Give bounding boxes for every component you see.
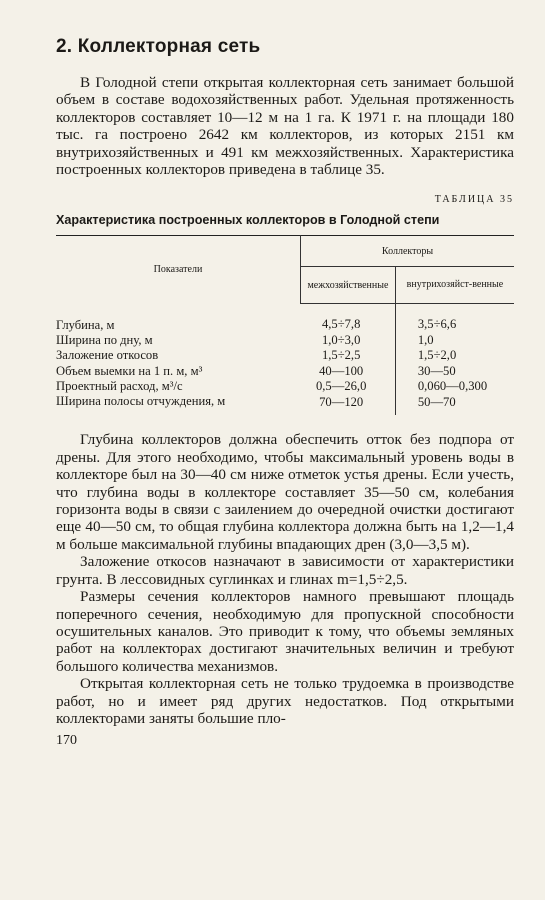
intra-farm-value: 50—70	[417, 394, 456, 409]
collectors-table	[56, 235, 514, 415]
intra-farm-value: 1,5÷2,0	[417, 348, 457, 363]
inter-farm-value: 1,0÷3,0	[301, 333, 396, 349]
header-intra-farm: внутрихозяйст-венные	[395, 267, 514, 304]
body-text	[56, 431, 514, 727]
intro-paragraph: В Голодной степи открытая коллекторная сеть занимает большой объем в составе водохозяйственных работ. Удельная протяженность коллекторов составляет 10—12 м на 1 га. К 1971 г. на площади 180 тыс. га построено 2642 км коллекторов, из которых 2151 км внутрихозяйственных и 491 км межхозяйственных. Характеристика построенных коллекторов приведена в таблице 35.	[56, 74, 514, 179]
paragraph-drawbacks: Открытая коллекторная сеть не только трудоемка в производстве работ, но и имеет ряд других недостатков. Под открытыми коллекторами заняты большие пло-	[56, 675, 514, 727]
inter-farm-value: 40—100	[301, 364, 396, 380]
paragraph-cross-section: Размеры сечения коллекторов намного превышают площадь поперечного сечения, необходимую для пропускной способности осушительных каналов. Это приводит к тому, что объемы земляных работ на коллекторах достигают значительных величин и требуют большого количества механизмов.	[56, 588, 514, 675]
paragraph-collector-depth: Глубина коллекторов должна обеспечить отток без подпора от дрены. Для этого необходимо, чтобы максимальный уровень воды в коллекторе был на 30—40 см ниже отметок устья дрены. Если учесть, что глубина воды в коллекторе составляет 35—50 см, колебания горизонта воды в связи с заилением до очередной очистки достигают еще 40—50 см, то общая глубина коллектора должна быть на 1,2—1,4 м больше максимальной глубины впадающих дрен (3,0—3,5 м).	[56, 431, 514, 553]
table-row	[56, 304, 514, 333]
book-page	[56, 36, 514, 749]
intra-farm-value: 3,5÷6,6	[417, 317, 457, 332]
intra-farm-value: 30—50	[417, 363, 456, 378]
row-label: Заложение откосов	[56, 348, 159, 363]
table-row	[56, 379, 514, 395]
intra-farm-value: 1,0	[417, 332, 434, 347]
row-label: Ширина по дну, м	[56, 332, 153, 347]
inter-farm-value: 4,5÷7,8	[301, 304, 396, 333]
paragraph-slopes: Заложение откосов назначают в зависимости от характеристики грунта. В лессовидных суглинках и глинах m=1,5÷2,5.	[56, 553, 514, 588]
table-row	[56, 395, 514, 416]
inter-farm-value: 1,5÷2,5	[301, 348, 396, 364]
intra-farm-value: 0,060—0,300	[417, 379, 488, 394]
table-label: ТАБЛИЦА 35	[434, 194, 514, 206]
table-title: Характеристика построенных коллекторов в Голодной степи	[56, 213, 440, 228]
inter-farm-value: 0,5—26,0	[301, 379, 396, 395]
page-number: 170	[56, 733, 77, 749]
row-label: Глубина, м	[56, 317, 115, 332]
header-indicators: Показатели	[56, 236, 301, 304]
row-label: Проектный расход, м³/с	[56, 379, 183, 394]
row-label: Объем выемки на 1 п. м, м³	[56, 363, 203, 378]
table-row	[56, 333, 514, 349]
section-title: 2. Коллекторная сеть	[56, 36, 261, 57]
header-inter-farm: межхозяйственные	[301, 267, 396, 304]
table-row	[56, 348, 514, 364]
header-collectors: Коллекторы	[301, 236, 515, 267]
inter-farm-value: 70—120	[301, 395, 396, 416]
table-row	[56, 364, 514, 380]
row-label: Ширина полосы отчуждения, м	[56, 394, 226, 409]
